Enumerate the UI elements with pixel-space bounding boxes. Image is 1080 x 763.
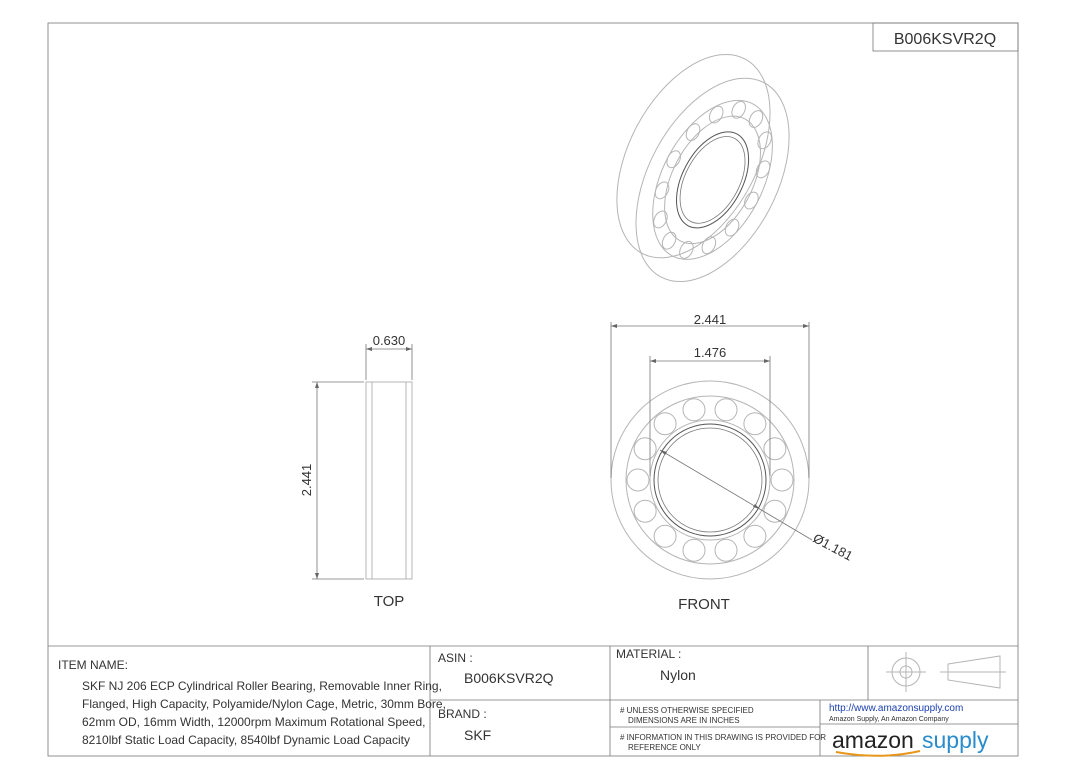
front-roller (764, 438, 786, 460)
iso-roller (699, 234, 718, 256)
iso-roller (707, 104, 726, 126)
front-view-label: FRONT (678, 596, 730, 613)
iso-roller (742, 190, 761, 212)
item-name-line-4: 8210lbf Static Load Capacity, 8540lbf Dynamic Load Capacity (82, 733, 410, 747)
front-roller (683, 399, 705, 421)
front-roller (683, 539, 705, 561)
top-width-dim: 0.630 (372, 333, 406, 348)
iso-rollers (629, 83, 795, 277)
note-1-line-1: # UNLESS OTHERWISE SPECIFIED (620, 706, 754, 715)
brand-label: BRAND : (438, 707, 487, 721)
iso-roller (664, 148, 683, 170)
top-view-body (366, 382, 412, 579)
asin-value: B006KSVR2Q (464, 670, 554, 686)
isometric-view (580, 29, 827, 307)
iso-roller (723, 217, 742, 239)
logo-amazon: amazon (832, 727, 914, 753)
item-name-line-1: SKF NJ 206 ECP Cylindrical Roller Bearing, Removable Inner Ring, (82, 679, 442, 693)
material-label: MATERIAL : (616, 647, 682, 661)
front-roller (771, 469, 793, 491)
front-roller (715, 539, 737, 561)
item-name-label: ITEM NAME: (58, 658, 129, 672)
note-2-line-2: REFERENCE ONLY (628, 743, 701, 752)
supply-url[interactable]: http://www.amazonsupply.com (829, 703, 964, 714)
front-outer-dim: 2.441 (693, 312, 727, 327)
front-roller (654, 525, 676, 547)
front-inner-dim: 1.476 (693, 345, 727, 360)
amazonsupply-logo (832, 727, 989, 756)
top-view-label: TOP (373, 593, 405, 610)
iso-ring-inner (628, 80, 797, 279)
logo-supply: supply (922, 727, 989, 753)
top-height-dim: 2.441 (299, 463, 314, 497)
front-roller (744, 525, 766, 547)
front-view (611, 312, 855, 613)
front-roller (764, 500, 786, 522)
top-view (299, 333, 412, 610)
front-roller (634, 500, 656, 522)
item-name-line-2: Flanged, High Capacity, Polyamide/Nylon Cage, Metric, 30mm Bore, (82, 697, 446, 711)
iso-roller (684, 121, 703, 143)
front-roller (744, 413, 766, 435)
front-roller (715, 399, 737, 421)
iso-roller (729, 99, 748, 121)
iso-outer-front (604, 53, 820, 307)
note-2-line-1: # INFORMATION IN THIS DRAWING IS PROVIDED FOR (620, 733, 827, 742)
iso-roller (677, 239, 696, 261)
asin-box-text: B006KSVR2Q (893, 31, 997, 48)
iso-bore-outer (662, 120, 764, 240)
asin-label: ASIN : (438, 651, 473, 665)
front-roller (627, 469, 649, 491)
bore-leader (660, 450, 812, 540)
note-1-line-2: DIMENSIONS ARE IN INCHES (628, 716, 740, 725)
front-roller (654, 413, 676, 435)
front-bore-dim: Ø1.181 (810, 530, 856, 564)
material-value: Nylon (660, 667, 696, 683)
brand-value: SKF (464, 727, 492, 743)
item-name-line-3: 62mm OD, 16mm Width, 12000rpm Maximum Rotational Speed, (82, 715, 426, 729)
title-block (48, 646, 1018, 756)
projection-symbol-icon (886, 652, 1006, 692)
company-line: Amazon Supply, An Amazon Company (829, 716, 949, 723)
front-roller (634, 438, 656, 460)
